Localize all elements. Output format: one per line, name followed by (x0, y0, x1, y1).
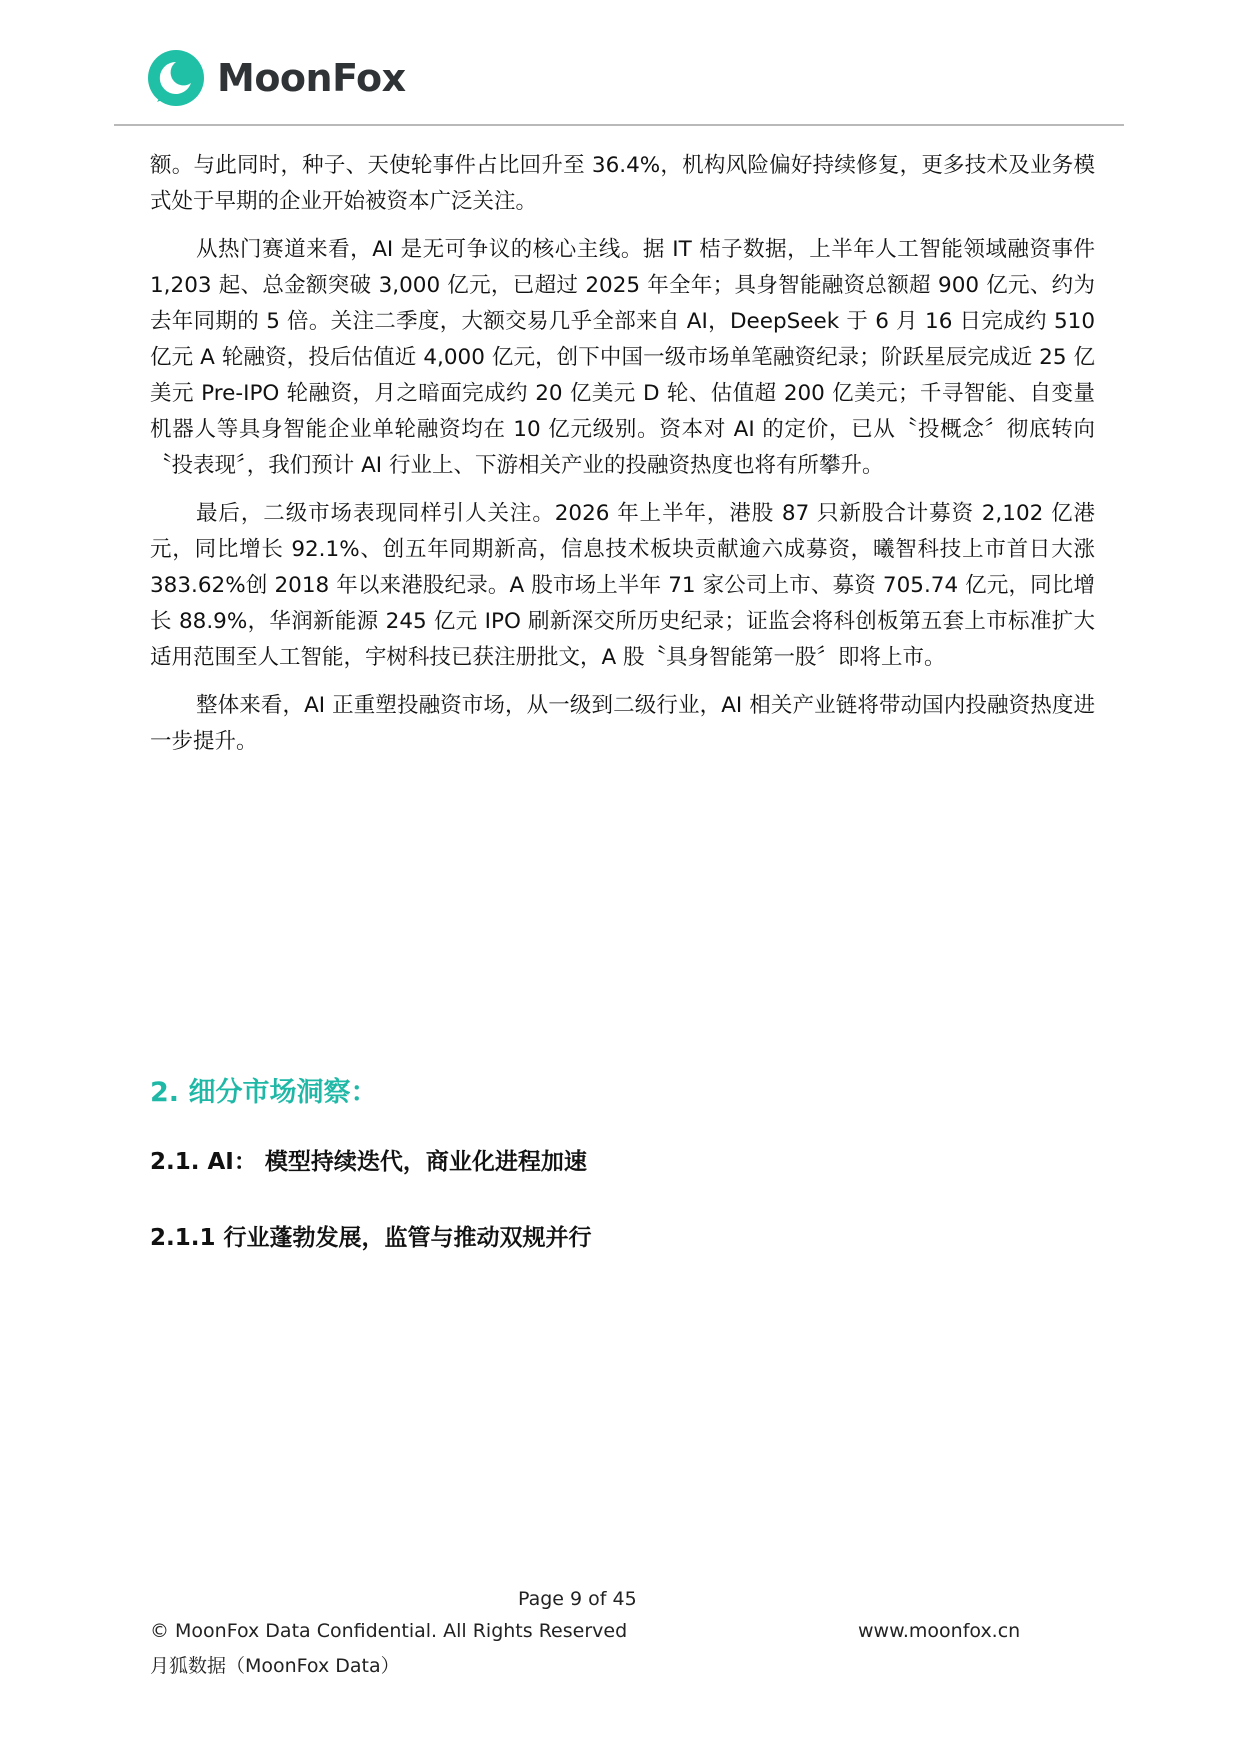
moonfox-logo-icon (145, 47, 207, 109)
body-text (150, 148, 1095, 772)
page-number: Page 9 of 45 (518, 1588, 637, 1610)
section-heading-2: 2. 细分市场洞察： (150, 1077, 378, 1108)
paragraph-2: 从热门赛道来看，AI 是无可争议的核心主线。据 IT 桔子数据，上半年人工智能领域融资事件 1,203 起、总金额突破 3,000 亿元，已超过 2025 年全年；具身智能融资总额超 900 亿元、约为去年同期的 5 倍。关注二季度，大额交易几乎全部来自 AI，DeepSeek 于 6 月 16 日完成约 510 亿元 A 轮融资，投后估值近 4,000 亿元，创下中国一级市场单笔融资纪录；阶跃星辰完成近 25 亿美元 Pre-IPO 轮融资，月之暗面完成约 20 亿美元 D 轮、估值超 200 亿美元；千寻智能、自变量机器人等具身智能企业单轮融资均在 10 亿元级别。资本对 AI 的定价，已从〝投概念〞彻底转向〝投表现〞，我们预计 AI 行业上、下游相关产业的投融资热度也将有所攀升。 (150, 237, 1095, 478)
paragraph-3: 最后，二级市场表现同样引人关注。2026 年上半年，港股 87 只新股合计募资 2,102 亿港元，同比增长 92.1%、创五年同期新高，信息技术板块贡献逾六成募资，曦智科技上市首日大涨 383.62%创 2018 年以来港股纪录。A 股市场上半年 71 家公司上市、募资 705.74 亿元，同比增长 88.9%，华润新能源 245 亿元 IPO 刷新深交所历史纪录；证监会将科创板第五套上市标准扩大适用范围至人工智能，宇树科技已获注册批文，A 股〝具身智能第一股〞即将上市。 (150, 501, 1095, 670)
page-header (0, 0, 1238, 130)
section-heading-2-1-1: 2.1.1 行业蓬勃发展，监管与推动双规并行 (150, 1225, 592, 1251)
paragraph-1: 额。与此同时，种子、天使轮事件占比回升至 36.4%，机构风险偏好持续修复，更多技术及业务模式处于早期的企业开始被资本广泛关注。 (150, 153, 1095, 214)
logo-text: MoonFox (217, 56, 406, 100)
header-divider (114, 124, 1124, 126)
footer-copyright: © MoonFox Data Confidential. All Rights Reserved (150, 1620, 628, 1642)
moonfox-logo (145, 46, 406, 110)
section-heading-2-1: 2.1. AI： 模型持续迭代，商业化进程加速 (150, 1149, 587, 1175)
footer-brand: 月狐数据（MoonFox Data） (150, 1655, 400, 1677)
paragraph-4: 整体来看，AI 正重塑投融资市场，从一级到二级行业，AI 相关产业链将带动国内投融资热度进一步提升。 (150, 693, 1095, 754)
footer-url: www.moonfox.cn (858, 1620, 1021, 1642)
